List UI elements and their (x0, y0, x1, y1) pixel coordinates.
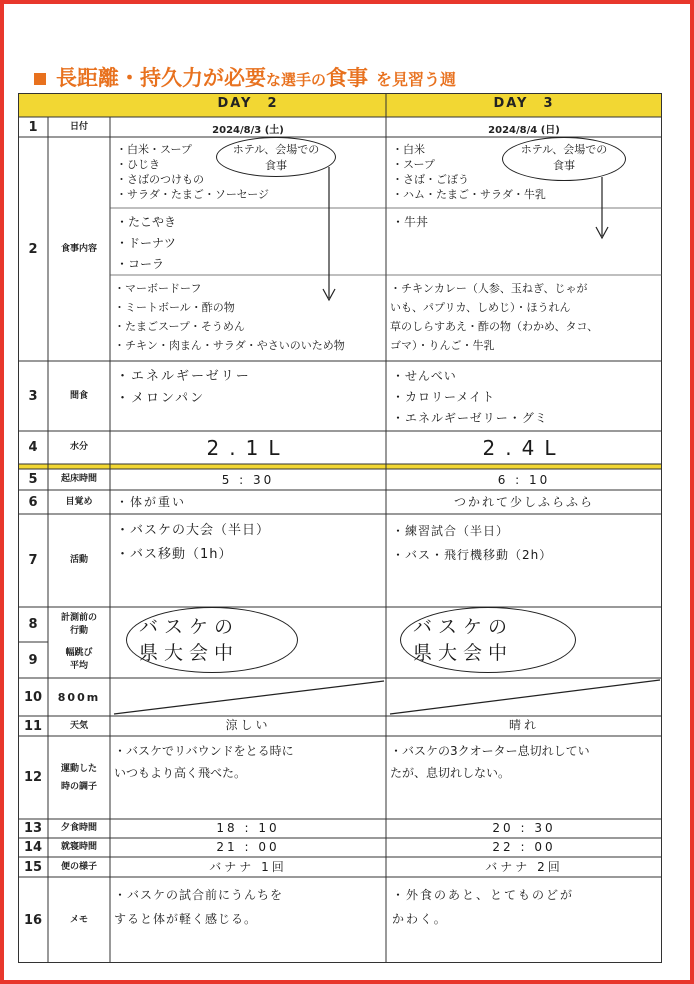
row-num-10: 10 (23, 689, 43, 705)
row-num-11: 11 (23, 718, 43, 734)
row-num-6: 6 (28, 494, 38, 510)
meal-log-table (18, 93, 662, 963)
day3-header: DAY 3 (493, 96, 555, 111)
row-label-weather: 天気 (69, 720, 88, 731)
title-part-1: 長距離・持久力が必要 (56, 66, 266, 90)
day3-activity: ・練習試合（半日） ・バス・飛行機移動（2h） (392, 524, 553, 562)
row-label-snack: 間食 (69, 390, 88, 401)
day2-activity: ・バスケの大会（半日） ・バス移動（1h） (116, 523, 271, 562)
row-label-waking: 目覚め (65, 496, 93, 507)
day2-snack: ・エネルギーゼリー ・メロンパン (116, 369, 251, 406)
title-square-icon (34, 73, 46, 85)
day3-waking: つかれて少しふらふら (453, 495, 594, 509)
day3-stool: バナナ 2回 (485, 860, 563, 874)
day2-water: 2.1L (206, 436, 290, 460)
row-num-15: 15 (23, 859, 43, 875)
row-label-condition: 運動した 時の調子 (60, 763, 97, 792)
day2-bed-time: 21 : 00 (216, 840, 280, 854)
row-label-dinner-time: 夕食時間 (60, 823, 97, 833)
row-label-water: 水分 (69, 442, 88, 452)
row-label-jump-avg: 幅跳び 平均 (65, 648, 93, 671)
day2-lunch: ・たこやき ・ドーナツ ・コーラ (116, 215, 177, 271)
row-label-800m: 800m (57, 690, 101, 704)
row-num-13: 13 (23, 821, 43, 836)
day3-dinner-time: 20 : 30 (492, 821, 556, 835)
row-num-12: 12 (23, 770, 43, 785)
day3-dinner: ・チキンカレー（人参、玉ねぎ、じゃが いも、パプリカ、しめじ）・ほうれん 草のしらすあえ・酢の物（わかめ、タコ、 ゴマ）・りんご・牛乳 (390, 282, 599, 352)
day2-wake-time: 5 : 30 (221, 473, 275, 487)
row-num-7: 7 (28, 553, 38, 568)
day2-header: DAY 2 (217, 96, 279, 111)
day3-oval-note: バスケの 県大会中 (400, 607, 576, 673)
day3-bubble: ホテル、会場での 食事 (502, 137, 626, 181)
day3-snack: ・せんべい ・カロリーメイト ・エネルギーゼリー・グミ (392, 369, 548, 425)
day2-dinner: ・マーボードーフ ・ミートボール・酢の物 ・たまごスープ・そうめん ・チキン・肉まん・サラダ・やさいのいため物 (114, 282, 345, 352)
row-num-2: 2 (28, 241, 38, 257)
day2-breakfast: ・白米・スープ ・ひじき ・さばのつけもの ・サラダ・たまご・ソーセージ (116, 143, 270, 201)
day3-condition: ・バスケの3クオーター息切れしてい たが、息切れしない。 (390, 744, 590, 780)
row-num-9: 9 (28, 652, 38, 668)
row-label-date: 日付 (69, 121, 88, 132)
day3-breakfast: ・白米 ・スープ ・さば・ごぼう ・ハム・たまご・サラダ・牛乳 (392, 143, 546, 201)
day2-oval-note: バスケの 県大会中 (126, 607, 298, 673)
row-num-4: 4 (28, 440, 38, 455)
page-title (34, 62, 456, 88)
day2-memo: ・バスケの試合前にうんちを すると体が軽く感じる。 (114, 888, 284, 926)
row-label-pre-measure: 計測前の 行動 (60, 612, 97, 636)
row-num-5: 5 (28, 472, 38, 487)
row-num-1: 1 (28, 119, 38, 135)
day3-bed-time: 22 : 00 (492, 840, 556, 854)
day3-lunch: ・牛丼 (392, 215, 429, 229)
row-label-activity: 活動 (69, 555, 88, 565)
day2-stool: バナナ 1回 (209, 860, 287, 874)
row-label-memo: メモ (69, 914, 88, 925)
row-label-stool: 便の様子 (60, 861, 97, 872)
day2-condition: ・バスケでリバウンドをとる時に いつもより高く飛べた。 (114, 744, 294, 780)
title-part-4: を見習う週 (376, 70, 457, 89)
day3-water: 2.4L (482, 436, 566, 460)
day2-weather: 涼しい (225, 718, 271, 732)
day2-bubble: ホテル、会場での 食事 (216, 137, 336, 177)
day3-date: 2024/8/4 (日) (488, 125, 560, 136)
day2-date: 2024/8/3 (土) (212, 125, 284, 136)
day3-wake-time: 6 : 10 (497, 473, 551, 487)
row-label-bed-time: 就寝時間 (60, 842, 97, 852)
title-part-2: な選手の (266, 71, 327, 89)
row-label-meals: 食事内容 (60, 243, 97, 254)
row-num-8: 8 (28, 617, 38, 632)
row-label-wake-time: 起床時間 (60, 474, 97, 484)
day3-memo: ・外食のあと、とてものどが かわく。 (392, 888, 575, 926)
day2-waking: ・体が重い (116, 495, 187, 509)
row-num-14: 14 (23, 840, 43, 855)
day2-dinner-time: 18 : 10 (216, 821, 280, 835)
day3-weather: 晴れ (508, 718, 539, 732)
title-part-3: 食事 (326, 66, 369, 90)
row-num-16: 16 (23, 912, 43, 928)
row-num-3: 3 (28, 388, 38, 404)
